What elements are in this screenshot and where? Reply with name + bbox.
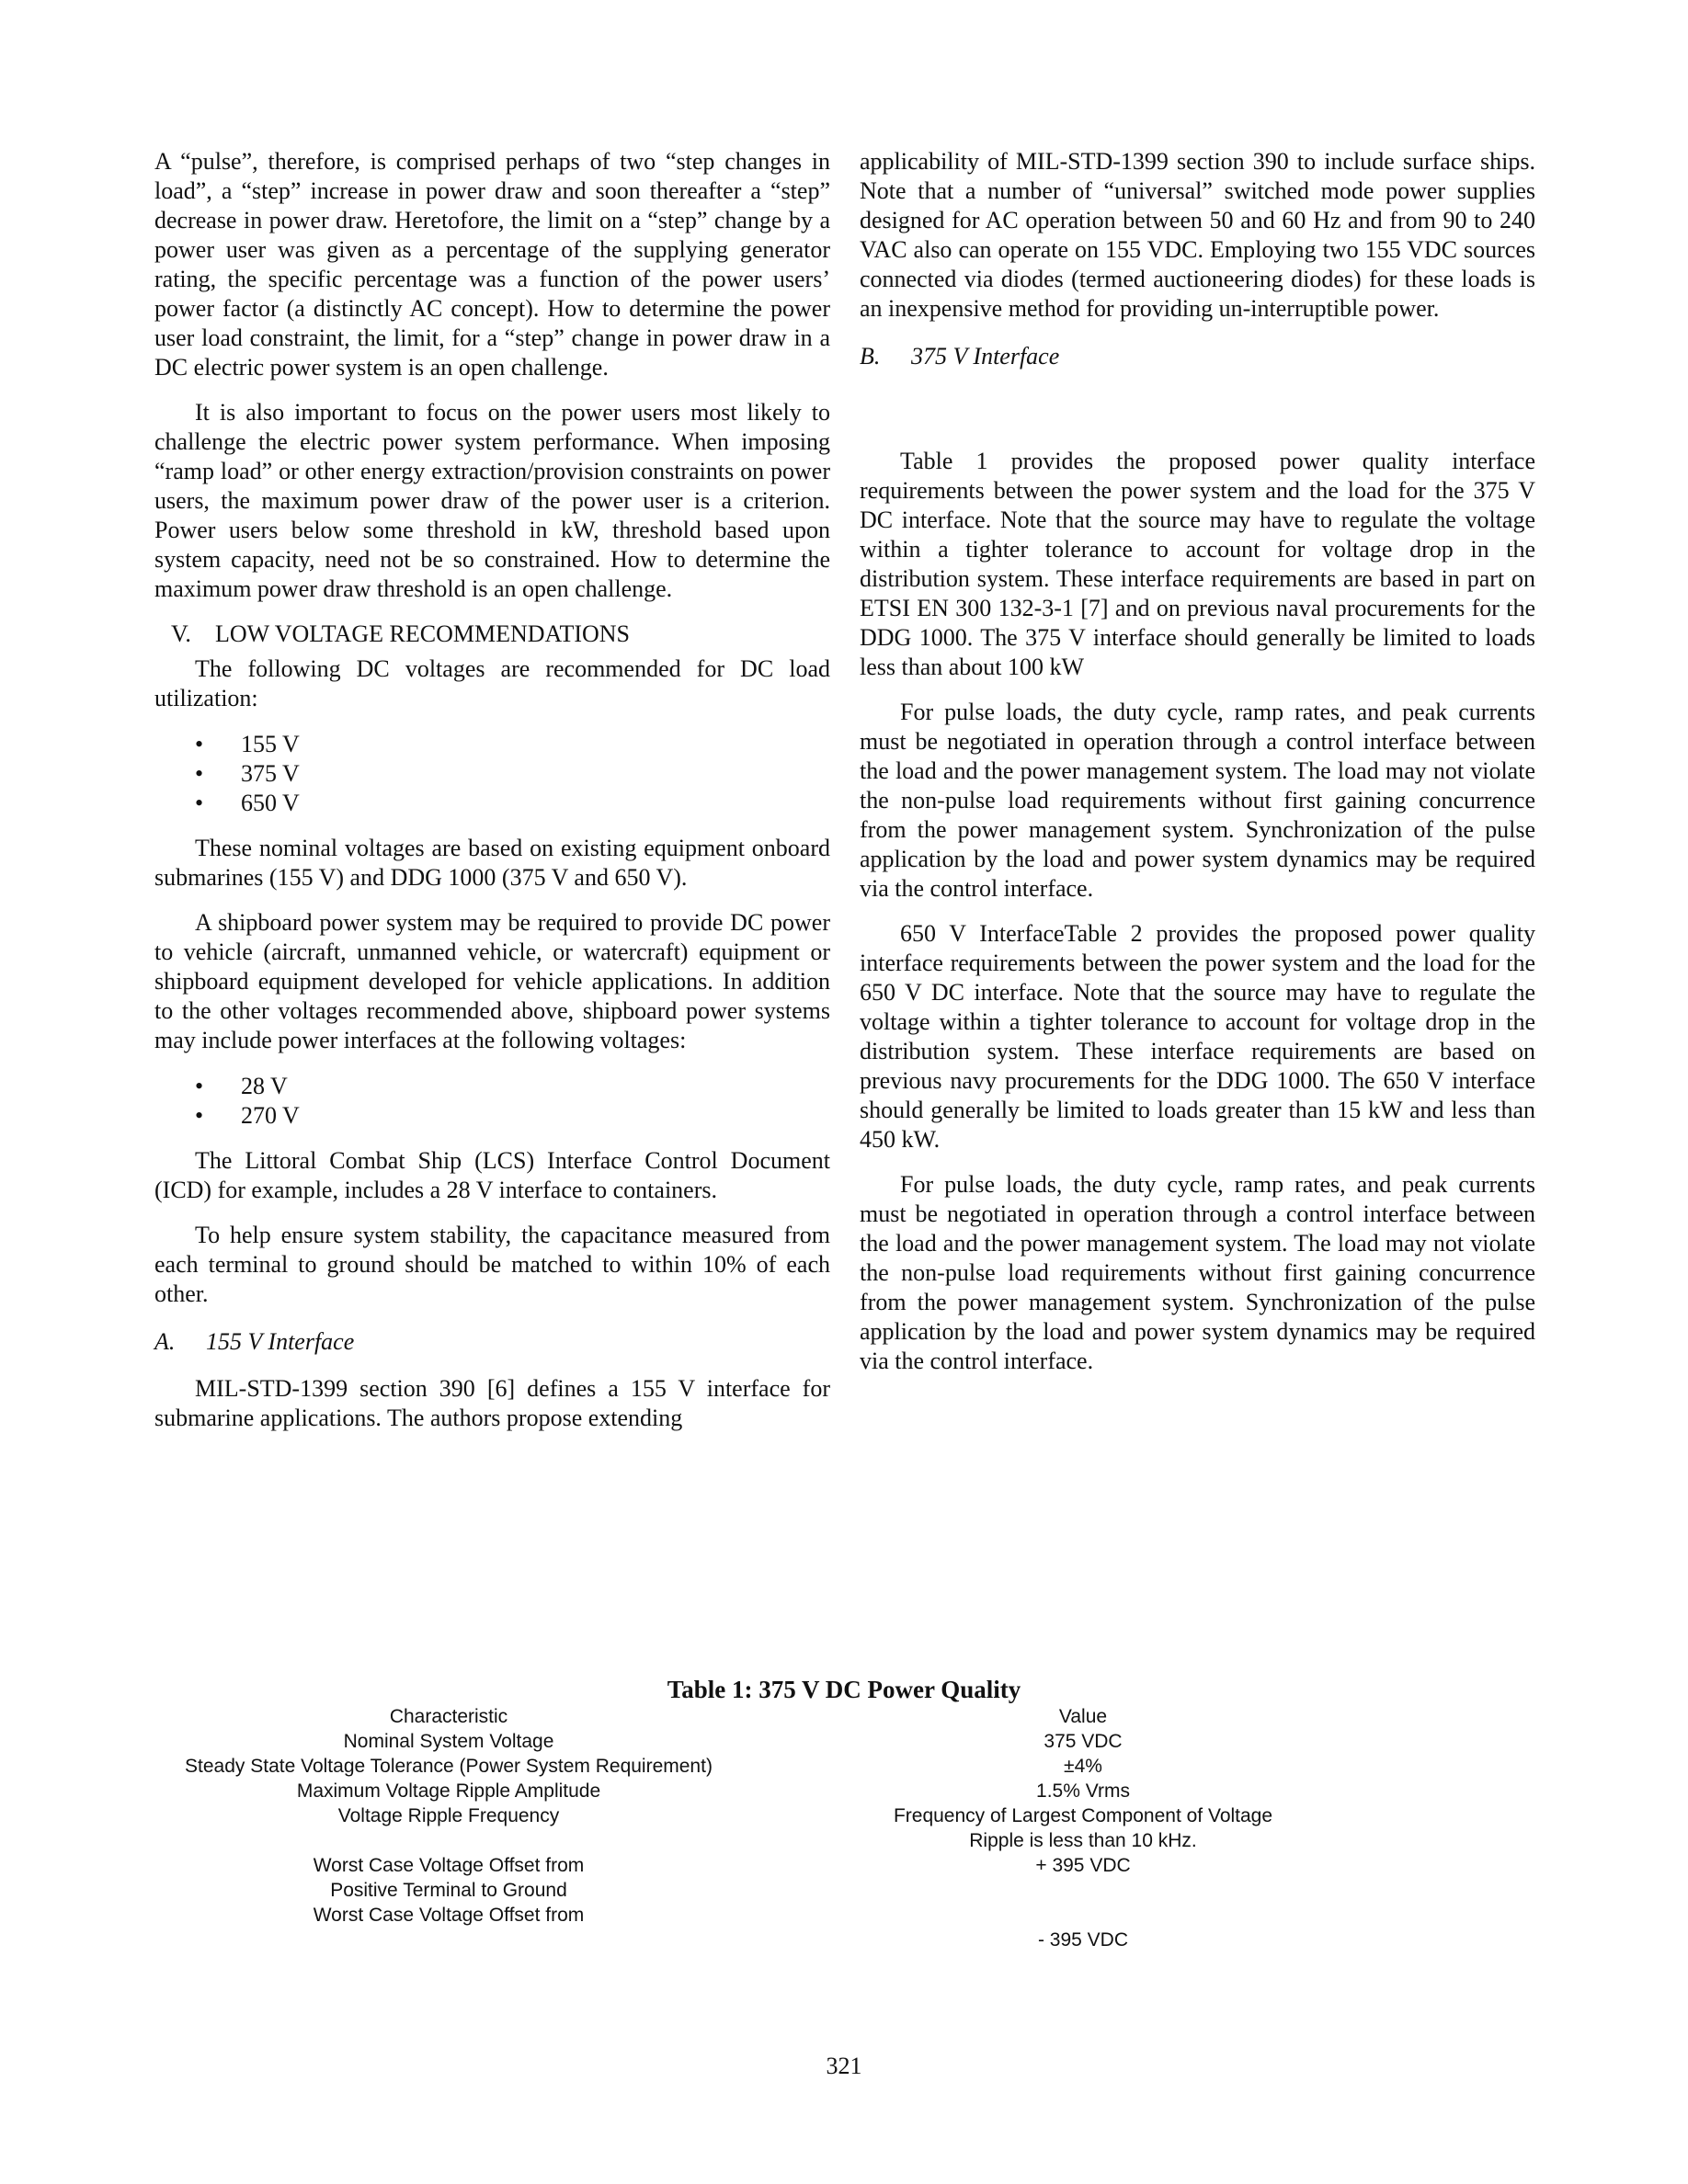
bullet-icon: • bbox=[195, 1073, 204, 1099]
section-title: LOW VOLTAGE RECOMMENDATIONS bbox=[215, 620, 631, 647]
list-item: • 28 V bbox=[195, 1073, 288, 1099]
table-cell: Maximum Voltage Ripple Amplitude bbox=[296, 1780, 601, 1802]
table-cell: 1.5% Vrms bbox=[1036, 1780, 1130, 1802]
list-item: • 270 V bbox=[195, 1102, 300, 1129]
paragraph: To help ensure system stability, the capacitance measured from each terminal to ground should be matched to within 10% of each other. bbox=[154, 1222, 830, 1307]
table-cell: Worst Case Voltage Offset from bbox=[313, 1905, 585, 1926]
table-header-cell: Value bbox=[1058, 1706, 1108, 1727]
paragraph: These nominal voltages are based on existing equipment onboard submarines (155 V) and DDG 1000 (375 V and 650 V). bbox=[154, 835, 830, 891]
paragraph: A shipboard power system may be required to provide DC power to vehicle (aircraft, unmanned vehicle, or watercraft) equipment or shipboard equipment developed for vehicle applications. In addition to the other voltages recommended above, shipboard power systems may include power interfaces at the following voltages: bbox=[154, 909, 830, 1053]
list-item: • 155 V bbox=[195, 731, 300, 757]
paragraph: The following DC voltages are recommended for DC load utilization: bbox=[154, 655, 830, 711]
bullet-icon: • bbox=[195, 790, 204, 816]
table-cell: Voltage Ripple Frequency bbox=[337, 1805, 560, 1826]
subsection-heading bbox=[860, 342, 1535, 371]
table-cell: Nominal System Voltage bbox=[343, 1731, 554, 1752]
table-cell: 375 VDC bbox=[1044, 1731, 1123, 1752]
paragraph: It is also important to focus on the power users most likely to challenge the electric power system performance. When imposing “ramp load” or other energy extraction/provision constraints on power users, the maximum power draw of the power user is a criterion. Power users below some threshold in kW, threshold based upon system capacity, need not be so constrained. How to determine the maximum power draw threshold is an open challenge. bbox=[154, 399, 830, 602]
bullet-list bbox=[154, 1072, 830, 1131]
subsection-heading bbox=[154, 1327, 830, 1357]
table-cell: - 395 VDC bbox=[1037, 1929, 1129, 1951]
paragraph: Table 1 provides the proposed power quality interface requirements between the power system and the load for the 375 V DC interface. Note that the source may have to regulate the voltage within a tighter tolerance to account for voltage drop in the distribution system. These interface requirements are based in part on ETSI EN 300 132-3-1 [7] and on previous naval procurements for the DDG 1000. The 375 V interface should generally be limited to loads less than about 100 kW bbox=[860, 448, 1535, 680]
table-cell: Worst Case Voltage Offset from bbox=[313, 1855, 585, 1876]
paragraph: For pulse loads, the duty cycle, ramp rates, and peak currents must be negotiated in operation through a control interface between the load and the power management system. The load may not violate the non-pulse load requirements without first gaining concurrence from the power management system. Synchronization of the pulse application by the load and power system dynamics may be required via the control interface. bbox=[860, 699, 1535, 902]
paragraph: For pulse loads, the duty cycle, ramp rates, and peak currents must be negotiated in operation through a control interface between the load and the power management system. The load may not violate the non-pulse load requirements without first gaining concurrence from the power management system. Synchronization of the pulse application by the load and power system dynamics may be required via the control interface. bbox=[860, 1171, 1535, 1374]
list-item: • 375 V bbox=[195, 760, 300, 787]
table-header-cell: Characteristic bbox=[389, 1706, 508, 1727]
table-cell: Frequency of Largest Component of Voltage bbox=[893, 1805, 1273, 1826]
list-item: • 650 V bbox=[195, 790, 300, 816]
bullet-icon: • bbox=[195, 1102, 204, 1129]
subsection-number: A. bbox=[154, 1328, 176, 1355]
bullet-list bbox=[154, 730, 830, 818]
table-title: Table 1: 375 V DC Power Quality bbox=[667, 1676, 1021, 1703]
table-cell: Ripple is less than 10 kHz. bbox=[969, 1830, 1197, 1851]
table-cell: ±4% bbox=[1064, 1756, 1102, 1777]
section-heading bbox=[154, 620, 830, 649]
left-column bbox=[154, 147, 830, 1449]
table-cell: Steady State Voltage Tolerance (Power System Requirement) bbox=[185, 1756, 713, 1777]
table-cell: Positive Terminal to Ground bbox=[330, 1880, 567, 1901]
section-number: V. bbox=[171, 620, 191, 647]
blank-space bbox=[860, 389, 1535, 447]
paragraph: The Littoral Combat Ship (LCS) Interface Control Document (ICD) for example, includes a 28 V interface to containers. bbox=[154, 1147, 830, 1203]
paragraph: applicability of MIL-STD-1399 section 390 to include surface ships. Note that a number of “universal” switched mode power supplies designed for AC operation between 50 and 60 Hz and from 90 to 240 VAC also can operate on 155 VDC. Employing two 155 VDC sources connected via diodes (termed auctioneering diodes) for these loads is an inexpensive method for providing un-interruptible power. bbox=[860, 148, 1535, 322]
right-column bbox=[860, 147, 1535, 1392]
subsection-title: 375 V Interface bbox=[911, 343, 1060, 370]
page-number: 321 bbox=[826, 2053, 862, 2079]
table-cell: + 395 VDC bbox=[1035, 1855, 1131, 1876]
paragraph: 650 V InterfaceTable 2 provides the proposed power quality interface requirements between the power system and the load for the 650 V DC interface. Note that the source may have to regulate the voltage within a tighter tolerance to account for voltage drop in the distribution system. These interface requirements are based on previous navy procurements for the DDG 1000. The 650 V interface should generally be limited to loads greater than 15 kW and less than 450 kW. bbox=[860, 920, 1535, 1153]
subsection-title: 155 V Interface bbox=[206, 1328, 355, 1355]
paragraph: A “pulse”, therefore, is comprised perhaps of two “step changes in load”, a “step” increase in power draw and soon thereafter a “step” decrease in power draw. Heretofore, the limit on a “step” change by a power user was given as a percentage of the supplying generator rating, the specific percentage was a function of the power users’ power factor (a distinctly AC concept). How to determine the power user load constraint, the limit, for a “step” change in power draw in a DC electric power system is an open challenge. bbox=[154, 148, 830, 381]
bullet-icon: • bbox=[195, 760, 204, 787]
paragraph: MIL-STD-1399 section 390 [6] defines a 155 V interface for submarine applications. The authors propose extending bbox=[154, 1375, 830, 1431]
bullet-icon: • bbox=[195, 731, 204, 757]
subsection-number: B. bbox=[860, 343, 881, 370]
